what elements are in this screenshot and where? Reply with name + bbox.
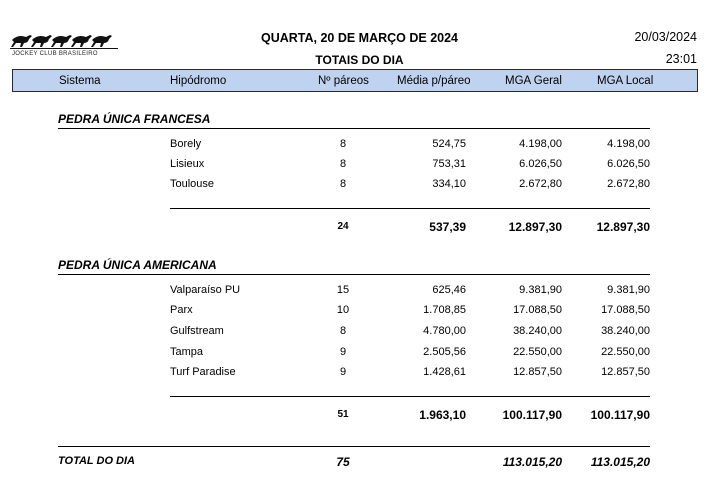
grand-total-mga-geral: 113.015,20 [502, 455, 562, 469]
subtotal-mga-local: 100.117,90 [590, 408, 650, 422]
section-title: PEDRA ÚNICA FRANCESA [58, 112, 211, 126]
subtotal-pareos: 51 [337, 409, 349, 420]
cell-mga-geral: 22.550,00 [513, 346, 562, 358]
cell-hipodromo: Turf Paradise [170, 366, 236, 378]
col-header-mga-local: MGA Local [597, 75, 654, 87]
cell-mga-local: 12.857,50 [601, 366, 650, 378]
cell-hipodromo: Parx [170, 304, 193, 316]
cell-mga-local: 22.550,00 [601, 346, 650, 358]
report-title: QUARTA, 20 DE MARÇO DE 2024 [260, 31, 459, 45]
subtotal-divider [170, 208, 650, 209]
cell-mga-local: 38.240,00 [601, 325, 650, 337]
subtotal-pareos: 24 [337, 221, 349, 232]
cell-mga-geral: 17.088,50 [513, 304, 562, 316]
section-title: PEDRA ÚNICA AMERICANA [58, 258, 217, 272]
subtotal-media: 1.963,10 [419, 408, 466, 422]
subtotal-mga-geral: 12.897,30 [508, 220, 562, 234]
cell-mga-geral: 2.672,80 [519, 178, 562, 190]
section-divider [58, 128, 650, 129]
cell-pareos: 15 [336, 284, 350, 296]
cell-mga-local: 17.088,50 [601, 304, 650, 316]
cell-media: 1.708,85 [423, 304, 466, 316]
cell-hipodromo: Borely [170, 138, 202, 150]
cell-mga-local: 9.381,90 [607, 284, 650, 296]
cell-pareos: 8 [339, 158, 347, 170]
cell-mga-local: 6.026,50 [607, 158, 650, 170]
cell-mga-local: 2.672,80 [607, 178, 650, 190]
col-header-media: Média p/páreo [397, 75, 471, 87]
col-header-mga-geral: MGA Geral [505, 75, 562, 87]
section-divider [58, 274, 650, 275]
cell-media: 524,75 [432, 138, 466, 150]
report-date: 20/03/2024 [634, 30, 697, 44]
cell-pareos: 9 [339, 366, 347, 378]
cell-pareos: 9 [339, 346, 347, 358]
col-header-pareos: Nº páreos [318, 75, 369, 87]
cell-hipodromo: Toulouse [170, 178, 215, 190]
report-time: 23:01 [665, 52, 697, 66]
grand-total-mga-local: 113.015,20 [590, 455, 650, 469]
cell-hipodromo: Gulfstream [170, 325, 224, 337]
report-subtitle: TOTAIS DO DIA [315, 53, 404, 67]
cell-media: 753,31 [432, 158, 466, 170]
subtotal-media: 537,39 [429, 220, 466, 234]
cell-mga-geral: 4.198,00 [519, 138, 562, 150]
cell-mga-geral: 9.381,90 [519, 284, 562, 296]
cell-media: 625,46 [432, 284, 466, 296]
cell-media: 1.428,61 [423, 366, 466, 378]
subtotal-mga-geral: 100.117,90 [502, 408, 562, 422]
col-header-sistema: Sistema [59, 75, 101, 87]
col-header-hipodromo: Hipódromo [170, 75, 227, 87]
cell-hipodromo: Lisieux [170, 158, 205, 170]
grand-total-pareos: 75 [336, 455, 350, 469]
cell-hipodromo: Valparaíso PU [170, 284, 241, 296]
grand-total-divider [58, 446, 650, 447]
cell-mga-local: 4.198,00 [607, 138, 650, 150]
cell-pareos: 10 [336, 304, 350, 316]
logo-text: JOCKEY CLUB BRASILEIRO [12, 51, 98, 57]
cell-mga-geral: 12.857,50 [513, 366, 562, 378]
cell-mga-geral: 6.026,50 [519, 158, 562, 170]
grand-total-label: TOTAL DO DIA [58, 455, 135, 467]
cell-pareos: 8 [339, 178, 347, 190]
cell-hipodromo: Tampa [170, 346, 204, 358]
cell-media: 4.780,00 [423, 325, 466, 337]
column-header-bar [12, 69, 698, 92]
cell-media: 334,10 [432, 178, 466, 190]
cell-media: 2.505,56 [423, 346, 466, 358]
cell-pareos: 8 [339, 138, 347, 150]
cell-pareos: 8 [339, 325, 347, 337]
subtotal-divider [170, 396, 650, 397]
cell-mga-geral: 38.240,00 [513, 325, 562, 337]
subtotal-mga-local: 12.897,30 [596, 220, 650, 234]
